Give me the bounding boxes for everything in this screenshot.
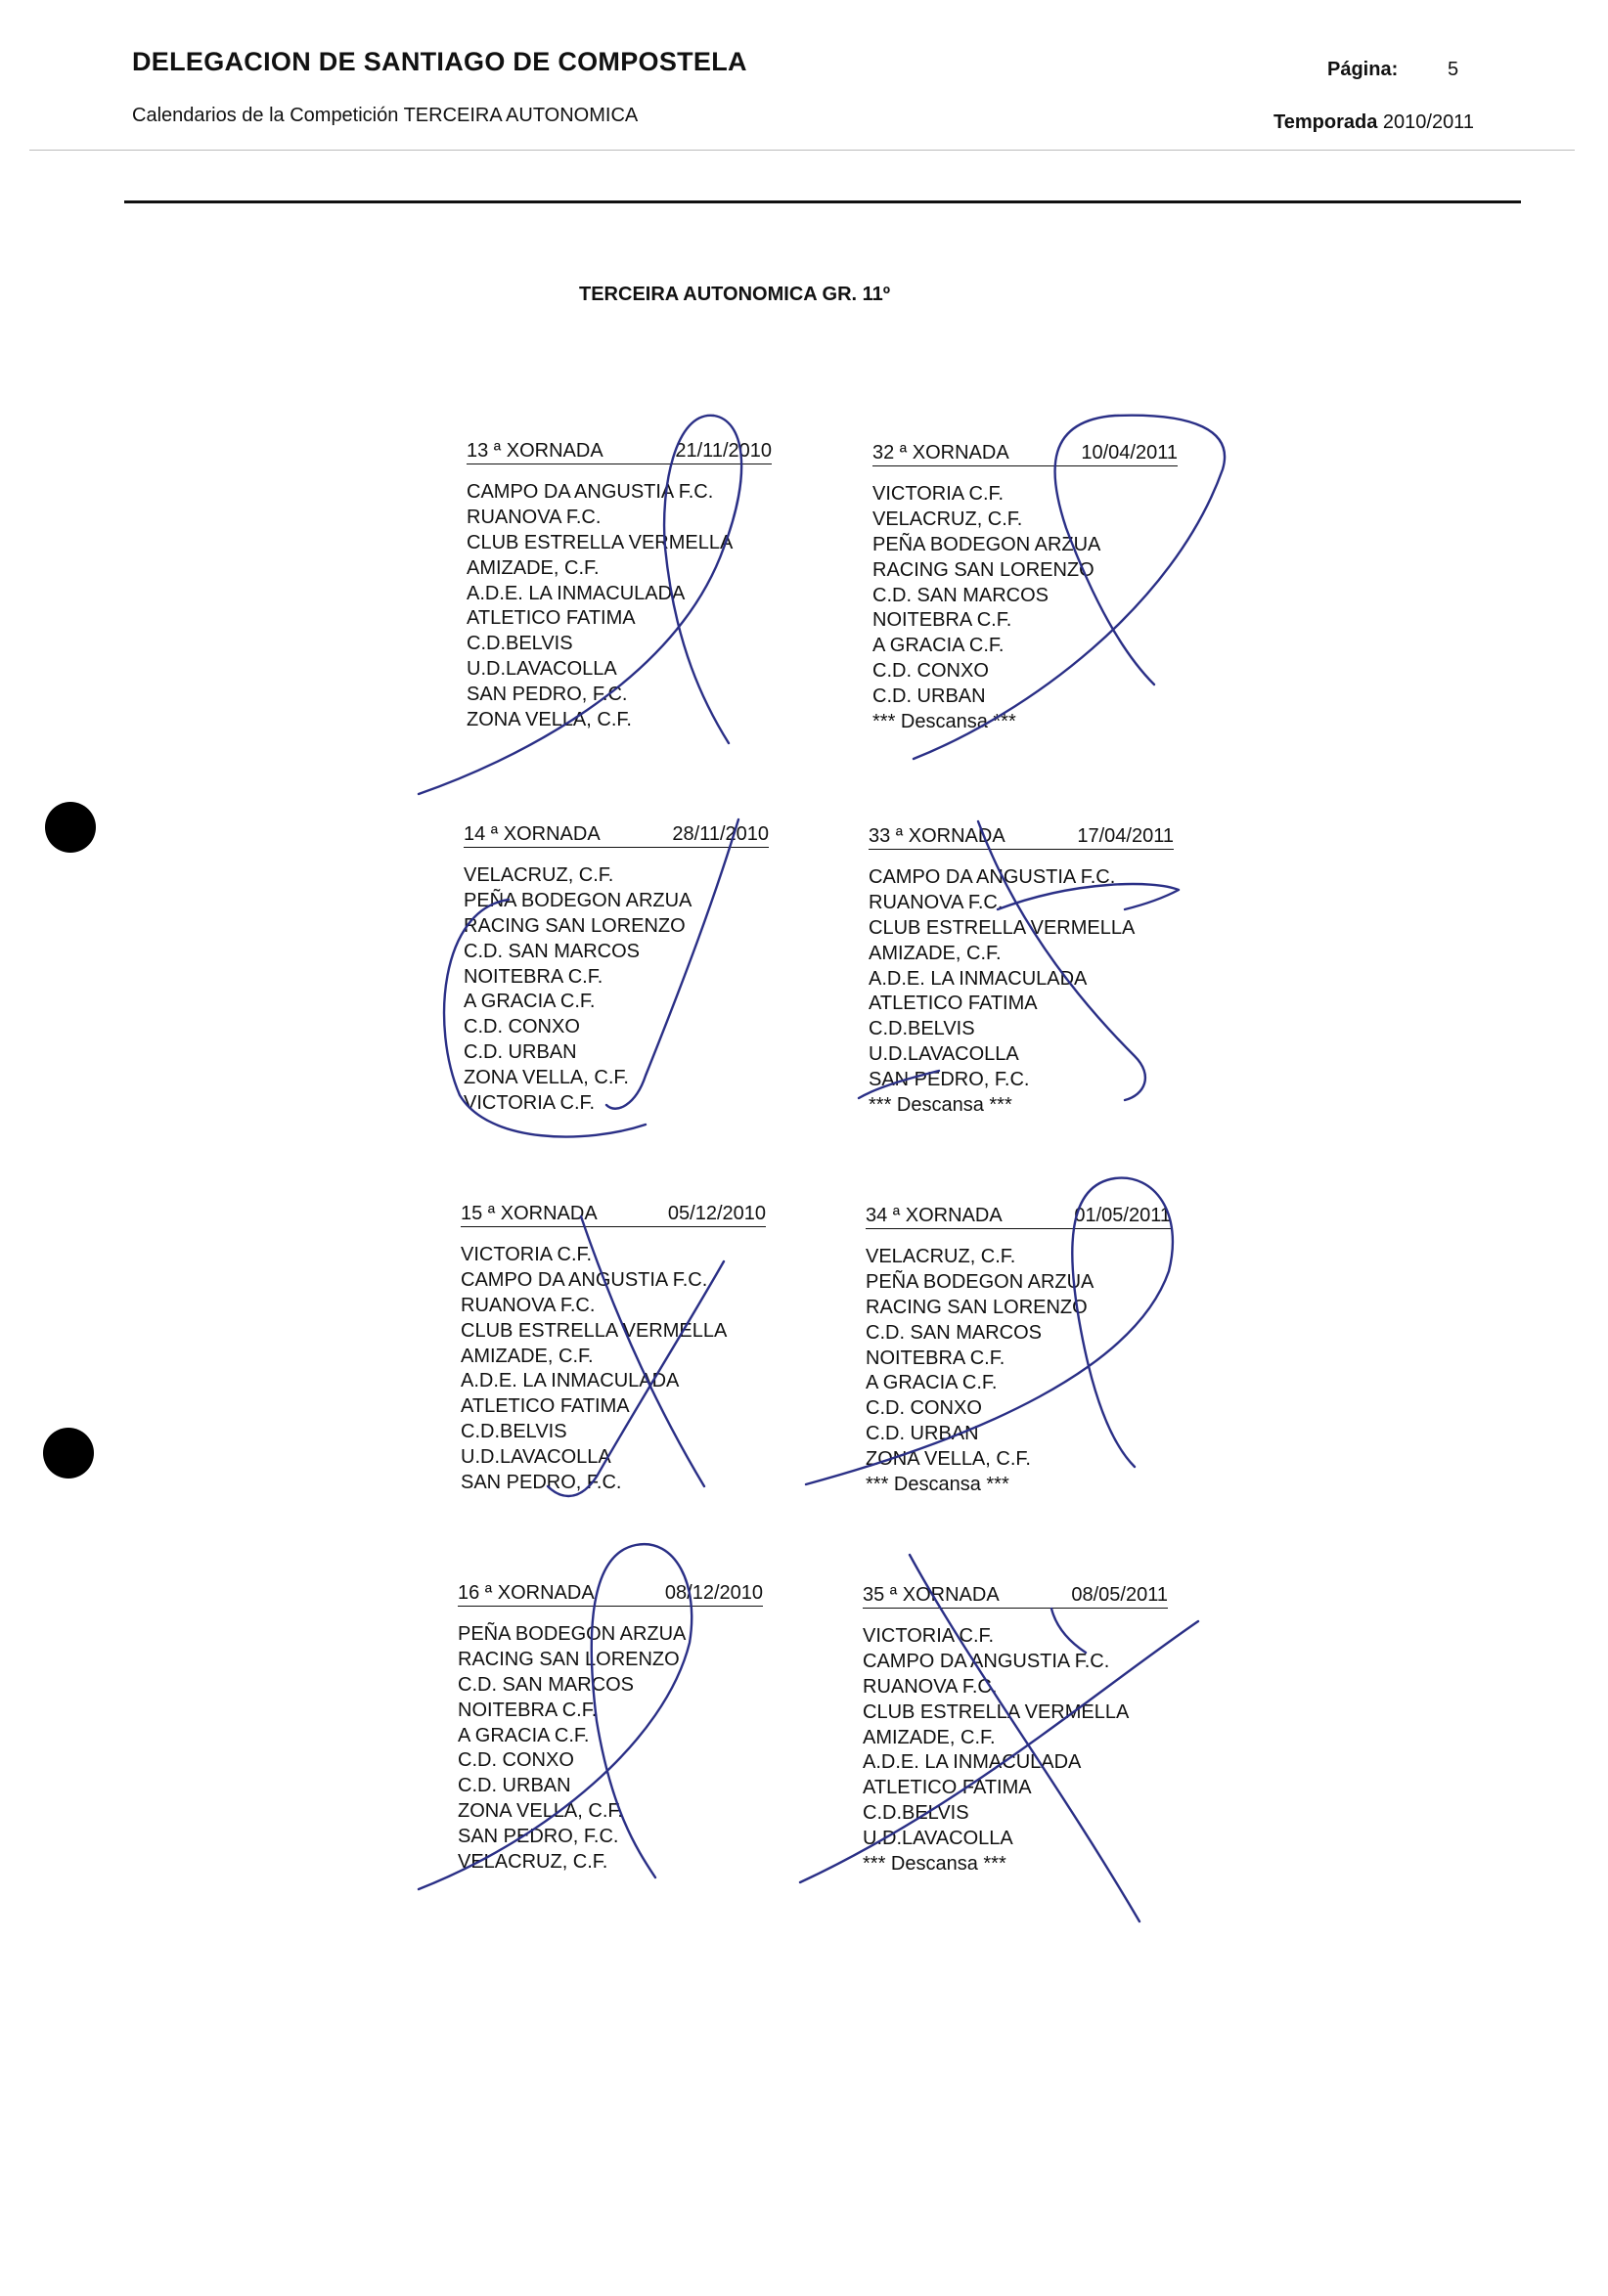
team-name: C.D. SAN MARCOS — [458, 1673, 635, 1696]
team-name: ZONA VELLA, C.F. — [464, 1067, 629, 1089]
team-name: CAMPO DA ANGUSTIA F.C. — [461, 1268, 708, 1291]
team-name: C.D. SAN MARCOS — [464, 940, 641, 962]
round-label: 15 ª XORNADA — [461, 1203, 598, 1224]
round-block — [872, 442, 1178, 735]
team-name: RACING SAN LORENZO — [866, 1296, 1088, 1318]
round-date: 21/11/2010 — [675, 440, 772, 462]
rest-marker: *** Descansa *** — [869, 1094, 1012, 1117]
team-name: A GRACIA C.F. — [866, 1372, 998, 1394]
team-name: PEÑA BODEGON ARZUA — [464, 889, 692, 911]
team-name: U.D.LAVACOLLA — [863, 1828, 1013, 1850]
team-name: ZONA VELLA, C.F. — [866, 1448, 1031, 1471]
team-name: VICTORIA C.F. — [872, 483, 1005, 505]
rest-marker: *** Descansa *** — [866, 1474, 1009, 1496]
round-label: 32 ª XORNADA — [872, 442, 1009, 464]
team-name: U.D.LAVACOLLA — [869, 1043, 1019, 1066]
rest-marker: *** Descansa *** — [863, 1853, 1006, 1876]
team-name: C.D. SAN MARCOS — [866, 1321, 1043, 1344]
team-name: C.D. URBAN — [872, 685, 986, 708]
team-name: A GRACIA C.F. — [458, 1724, 590, 1746]
team-name: C.D. CONXO — [866, 1397, 982, 1420]
team-name: AMIZADE, C.F. — [467, 556, 600, 579]
team-name: CLUB ESTRELLA VERMELLA — [863, 1700, 1130, 1723]
team-name: C.D. URBAN — [866, 1423, 979, 1445]
team-name: C.D. CONXO — [458, 1749, 574, 1772]
round-date: 05/12/2010 — [667, 1203, 766, 1224]
team-name: RACING SAN LORENZO — [872, 558, 1094, 581]
team-name: RACING SAN LORENZO — [458, 1648, 680, 1670]
round-date: 08/05/2011 — [1071, 1584, 1168, 1606]
section-divider — [124, 200, 1521, 203]
team-name: CLUB ESTRELLA VERMELLA — [869, 916, 1136, 939]
team-name: CLUB ESTRELLA VERMELLA — [467, 531, 734, 553]
team-name: C.D. URBAN — [464, 1041, 577, 1064]
team-name: RUANOVA F.C. — [461, 1294, 596, 1316]
team-name: NOITEBRA C.F. — [872, 609, 1012, 632]
team-name: CAMPO DA ANGUSTIA F.C. — [467, 481, 714, 503]
team-name: NOITEBRA C.F. — [866, 1347, 1005, 1369]
team-name: C.D.BELVIS — [467, 633, 573, 655]
team-name: A GRACIA C.F. — [464, 991, 596, 1013]
team-name: U.D.LAVACOLLA — [461, 1446, 611, 1469]
team-name: ATLETICO FATIMA — [461, 1395, 630, 1418]
team-name: A.D.E. LA INMACULADA — [461, 1370, 680, 1392]
round-date: 28/11/2010 — [672, 823, 769, 845]
team-name: VELACRUZ, C.F. — [872, 508, 1023, 530]
page-label: Página: — [1327, 59, 1399, 80]
team-name: RUANOVA F.C. — [863, 1675, 998, 1698]
team-name: PEÑA BODEGON ARZUA — [866, 1270, 1094, 1293]
team-name: U.D.LAVACOLLA — [467, 658, 617, 681]
team-name: SAN PEDRO, F.C. — [458, 1826, 619, 1848]
header-divider — [29, 150, 1575, 151]
team-name: C.D. SAN MARCOS — [872, 584, 1050, 606]
team-name: VELACRUZ, C.F. — [464, 864, 614, 886]
team-name: C.D. CONXO — [872, 660, 989, 683]
team-name: VICTORIA C.F. — [863, 1625, 995, 1647]
team-name: SAN PEDRO, F.C. — [461, 1472, 622, 1494]
round-date: 17/04/2011 — [1077, 825, 1174, 847]
team-name: RUANOVA F.C. — [869, 891, 1004, 913]
team-name: ATLETICO FATIMA — [863, 1777, 1032, 1799]
season-label: Temporada — [1273, 111, 1378, 133]
team-name: C.D.BELVIS — [869, 1018, 975, 1040]
round-date: 08/12/2010 — [664, 1582, 763, 1604]
round-block — [458, 1582, 763, 1876]
team-name: CLUB ESTRELLA VERMELLA — [461, 1319, 728, 1342]
punch-hole — [45, 802, 96, 853]
team-name: CAMPO DA ANGUSTIA F.C. — [869, 866, 1116, 888]
round-block — [869, 825, 1174, 1119]
round-block — [467, 440, 772, 733]
team-name: SAN PEDRO, F.C. — [869, 1069, 1030, 1091]
team-name: A.D.E. LA INMACULADA — [863, 1751, 1082, 1774]
team-name: AMIZADE, C.F. — [869, 942, 1002, 964]
round-block — [863, 1584, 1168, 1877]
team-name: PEÑA BODEGON ARZUA — [872, 533, 1101, 555]
round-label: 14 ª XORNADA — [464, 823, 601, 845]
team-name: A GRACIA C.F. — [872, 635, 1005, 657]
team-name: VELACRUZ, C.F. — [866, 1246, 1016, 1267]
document-subtitle: Calendarios de la Competición TERCEIRA AUTONOMICA — [132, 105, 639, 126]
team-name: CAMPO DA ANGUSTIA F.C. — [863, 1650, 1110, 1672]
punch-hole — [43, 1428, 94, 1479]
team-name: VELACRUZ, C.F. — [458, 1851, 608, 1874]
team-name: AMIZADE, C.F. — [461, 1345, 594, 1367]
team-name: C.D.BELVIS — [863, 1802, 969, 1825]
round-label: 33 ª XORNADA — [869, 825, 1005, 847]
round-label: 34 ª XORNADA — [866, 1205, 1003, 1226]
team-name: ATLETICO FATIMA — [869, 993, 1038, 1015]
team-name: NOITEBRA C.F. — [458, 1699, 598, 1721]
team-name: C.D. CONXO — [464, 1016, 580, 1038]
team-name: ZONA VELLA, C.F. — [467, 709, 632, 731]
round-block — [866, 1205, 1171, 1498]
round-label: 35 ª XORNADA — [863, 1584, 1000, 1606]
group-title: TERCEIRA AUTONOMICA GR. 11º — [579, 284, 891, 305]
round-label: 16 ª XORNADA — [458, 1582, 595, 1604]
round-block — [464, 823, 769, 1117]
document-title: DELEGACION DE SANTIAGO DE COMPOSTELA — [132, 47, 747, 76]
team-name: C.D. URBAN — [458, 1775, 571, 1797]
round-date: 01/05/2011 — [1074, 1205, 1171, 1226]
team-name: ATLETICO FATIMA — [467, 607, 636, 630]
rest-marker: *** Descansa *** — [872, 711, 1016, 733]
team-name: VICTORIA C.F. — [464, 1092, 596, 1115]
team-name: ZONA VELLA, C.F. — [458, 1800, 623, 1823]
team-name: SAN PEDRO, F.C. — [467, 684, 628, 706]
team-name: A.D.E. LA INMACULADA — [869, 967, 1088, 990]
team-name: NOITEBRA C.F. — [464, 965, 603, 988]
team-name: C.D.BELVIS — [461, 1421, 567, 1443]
team-name: RACING SAN LORENZO — [464, 914, 686, 937]
round-block — [461, 1203, 766, 1496]
round-date: 10/04/2011 — [1081, 442, 1178, 464]
team-name: A.D.E. LA INMACULADA — [467, 582, 686, 604]
round-label: 13 ª XORNADA — [467, 440, 603, 462]
team-name: RUANOVA F.C. — [467, 506, 602, 528]
page-number: 5 — [1448, 59, 1459, 80]
team-name: VICTORIA C.F. — [461, 1244, 593, 1265]
team-name: AMIZADE, C.F. — [863, 1726, 996, 1748]
season — [1273, 111, 1474, 134]
season-value: 2010/2011 — [1382, 111, 1474, 133]
team-name: PEÑA BODEGON ARZUA — [458, 1623, 687, 1645]
